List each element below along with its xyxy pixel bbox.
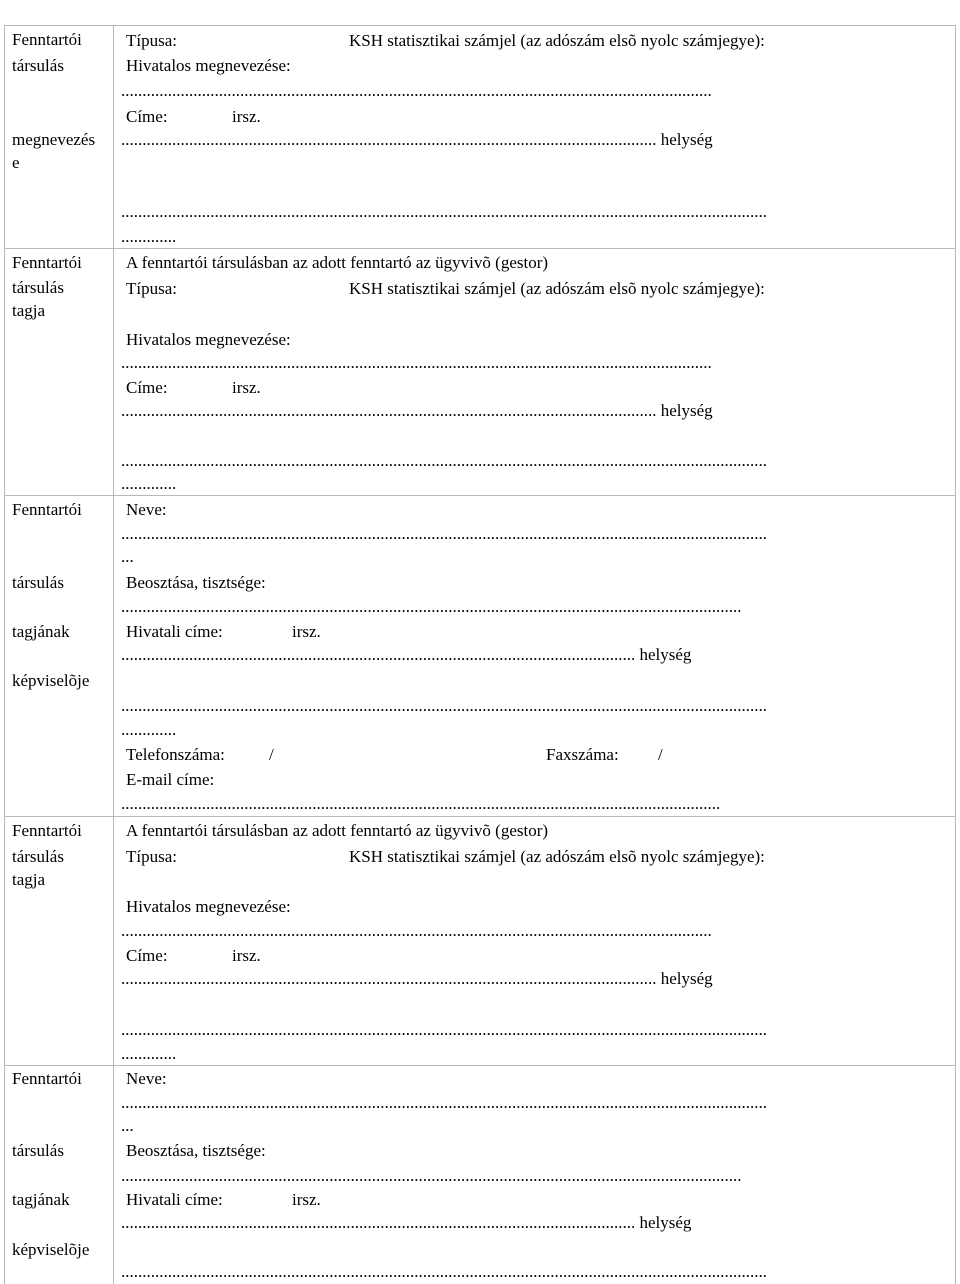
row-label-line: Fenntartói (12, 500, 82, 519)
row-label-line: tagja (12, 870, 46, 889)
helyseg-line[interactable]: .............................................................................................................................. helység (121, 130, 713, 149)
fill-in-line[interactable]: ............. (121, 227, 177, 246)
row-divider (4, 248, 956, 249)
row-label-line: képviselõje (12, 1240, 90, 1259)
email-label: E-mail címe: (126, 770, 215, 789)
helyseg-line[interactable]: ......................................................................................................................... helység (121, 645, 692, 664)
tipusa-label: Típusa: (126, 847, 177, 866)
row-label-line: társulás (12, 278, 64, 297)
fill-in-line[interactable]: ........................................................................................................................................................ (121, 1093, 767, 1112)
hivatali-cime-label: Hivatali címe: (126, 622, 223, 641)
fill-in-line[interactable]: ........................................................................................................................................................ (121, 451, 767, 470)
row-label-line: Fenntartói (12, 821, 82, 840)
hivatalos-megnevezes-label: Hivatalos megnevezése: (126, 897, 291, 916)
row-label-line: tagjának (12, 622, 70, 641)
neve-label: Neve: (126, 500, 167, 519)
table-left-border (4, 25, 5, 1284)
table-right-border (955, 25, 956, 1284)
faxszam-separator: / (658, 745, 663, 764)
fill-in-line[interactable]: ........................................................................................................................................................ (121, 1262, 767, 1281)
fill-in-line[interactable]: ........................................................................................................................................... (121, 81, 712, 100)
fill-in-line[interactable]: ............. (121, 1044, 177, 1063)
gestor-text: A fenntartói társulásban az adott fenntartó az ügyvivõ (gestor) (126, 821, 549, 840)
row-label-line: képviselõje (12, 671, 90, 690)
helyseg-line[interactable]: ......................................................................................................................... helység (121, 1213, 692, 1232)
faxszam-label: Faxszáma: (546, 745, 619, 764)
row-label-line: Fenntartói (12, 253, 82, 272)
column-divider (113, 25, 114, 1284)
fill-in-line[interactable]: ............. (121, 474, 177, 493)
row-label-line: e (12, 153, 20, 172)
helyseg-line[interactable]: .............................................................................................................................. helység (121, 401, 713, 420)
row-label-line: társulás (12, 56, 64, 75)
fill-in-line[interactable]: .................................................................................................................................................. (121, 597, 742, 616)
cime-label: Címe: (126, 378, 168, 397)
irsz-label: irsz. (232, 946, 261, 965)
cime-label: Címe: (126, 107, 168, 126)
fill-in-line[interactable]: ........................................................................................................................................................ (121, 202, 767, 221)
row-label-line: társulás (12, 1141, 64, 1160)
row-label-line: Fenntartói (12, 30, 82, 49)
fill-in-line[interactable]: ............................................................................................................................................. (121, 794, 721, 813)
neve-label: Neve: (126, 1069, 167, 1088)
fill-in-line[interactable]: ........................................................................................................................................................ (121, 1020, 767, 1039)
row-divider (4, 816, 956, 817)
row-label-line: Fenntartói (12, 1069, 82, 1088)
cime-label: Címe: (126, 946, 168, 965)
hivatali-cime-label: Hivatali címe: (126, 1190, 223, 1209)
fill-in-line[interactable]: ... (121, 1116, 134, 1135)
ksh-label: KSH statisztikai számjel (az adószám elsõ nyolc számjegye): (349, 31, 765, 50)
irsz-label: irsz. (292, 1190, 321, 1209)
tipusa-label: Típusa: (126, 279, 177, 298)
fill-in-line[interactable]: ............. (121, 720, 177, 739)
row-divider (4, 1065, 956, 1066)
telefonszam-separator: / (269, 745, 274, 764)
fill-in-line[interactable]: ........................................................................................................................................... (121, 353, 712, 372)
fill-in-line[interactable]: ........................................................................................................................................................ (121, 524, 767, 543)
row-label-line: tagja (12, 301, 46, 320)
tipusa-label: Típusa: (126, 31, 177, 50)
row-label-line: megnevezés (12, 130, 96, 149)
ksh-label: KSH statisztikai számjel (az adószám elsõ nyolc számjegye): (349, 279, 765, 298)
row-label-line: társulás (12, 847, 64, 866)
gestor-text: A fenntartói társulásban az adott fenntartó az ügyvivõ (gestor) (126, 253, 549, 272)
helyseg-line[interactable]: .............................................................................................................................. helység (121, 969, 713, 988)
row-label-line: tagjának (12, 1190, 70, 1209)
irsz-label: irsz. (292, 622, 321, 641)
beosztasa-label: Beosztása, tisztsége: (126, 573, 266, 592)
row-divider (4, 495, 956, 496)
hivatalos-megnevezes-label: Hivatalos megnevezése: (126, 330, 291, 349)
row-label-line: társulás (12, 573, 64, 592)
table-top-border (4, 25, 956, 26)
hivatalos-megnevezes-label: Hivatalos megnevezése: (126, 56, 291, 75)
ksh-label: KSH statisztikai számjel (az adószám elsõ nyolc számjegye): (349, 847, 765, 866)
fill-in-line[interactable]: ........................................................................................................................................................ (121, 696, 767, 715)
fill-in-line[interactable]: .................................................................................................................................................. (121, 1166, 742, 1185)
irsz-label: irsz. (232, 378, 261, 397)
irsz-label: irsz. (232, 107, 261, 126)
beosztasa-label: Beosztása, tisztsége: (126, 1141, 266, 1160)
telefonszam-label: Telefonszáma: (126, 745, 225, 764)
fill-in-line[interactable]: ........................................................................................................................................... (121, 921, 712, 940)
fill-in-line[interactable]: ... (121, 547, 134, 566)
